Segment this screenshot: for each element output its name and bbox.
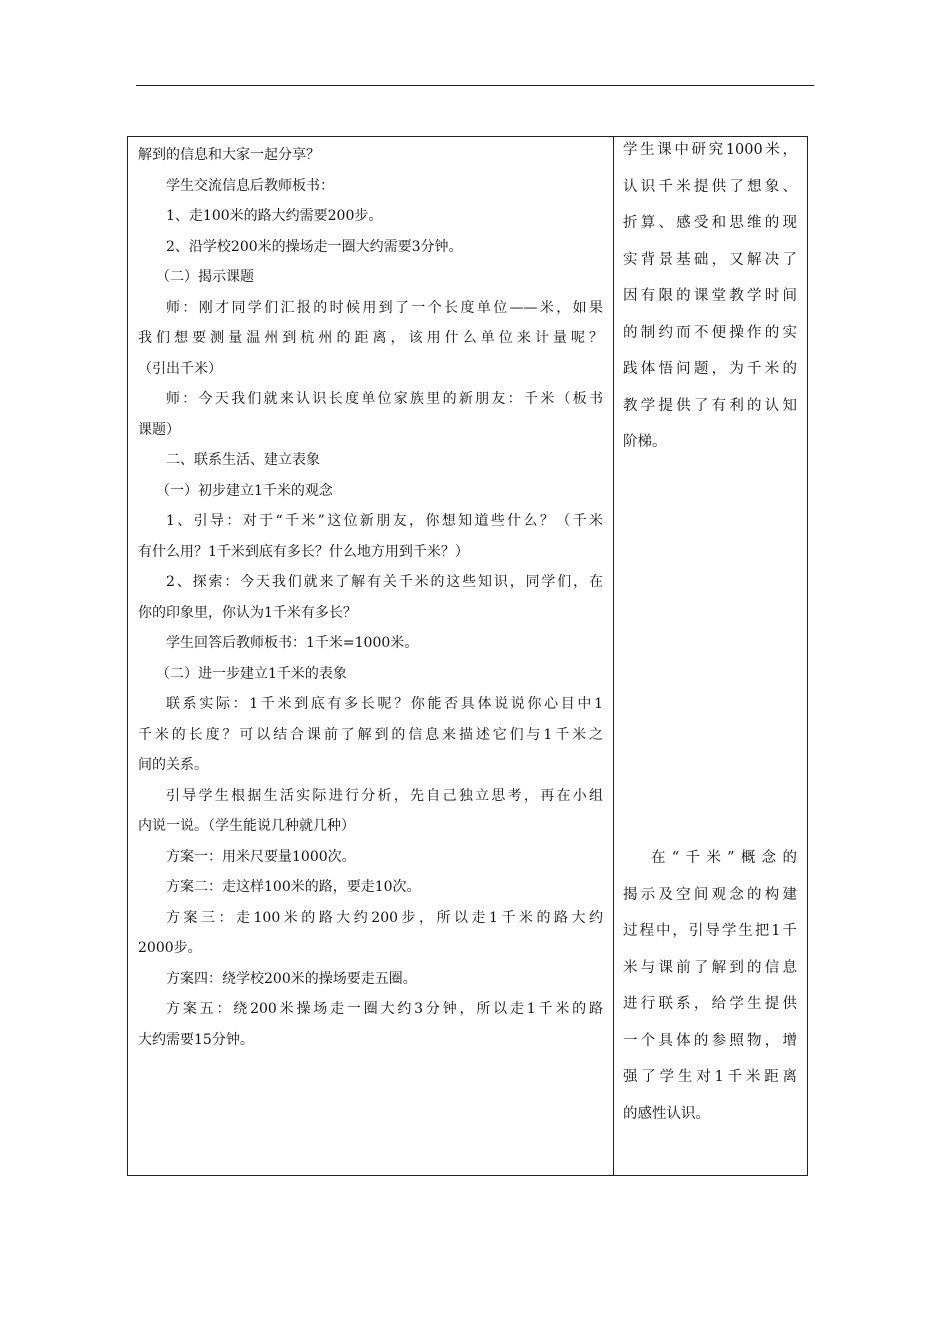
text-line: 间的关系。 xyxy=(138,757,208,773)
text-line: 1、走100米的路大约需要200步。 xyxy=(166,208,383,224)
text-line: 解到的信息和大家一起分享？ xyxy=(138,147,320,163)
section-heading: （一）初步建立1千米的观念 xyxy=(156,482,333,499)
section-heading: 二、联系生活、建立表象 xyxy=(166,452,320,468)
column-divider xyxy=(613,137,614,1175)
note-line: 米与课前了解到的信息 xyxy=(623,959,797,976)
note-line: 教学提供了有利的认知 xyxy=(623,397,797,414)
note-line: 揭示及空间观念的构建 xyxy=(623,886,797,903)
text-line: （引出千米） xyxy=(138,360,222,377)
note-line: 践体悟问题，为千米的 xyxy=(623,361,797,377)
note-line: 实背景基础，又解决了 xyxy=(623,251,797,268)
note-line: 强了学生对1千米距离 xyxy=(623,1069,797,1085)
text-line: 2000步。 xyxy=(138,940,202,956)
text-line: 师：刚才同学们汇报的时候用到了一个长度单位——米，如果 xyxy=(166,299,603,316)
note-line: 一个具体的参照物，增 xyxy=(623,1032,797,1049)
text-line: 大约需要15分钟。 xyxy=(138,1031,254,1048)
note-line: 学生课中研究1000米， xyxy=(623,142,797,158)
note-line: 过程中，引导学生把1千 xyxy=(623,923,797,939)
design-intent-note-2 xyxy=(623,840,797,1132)
lesson-table xyxy=(127,136,808,1176)
note-line: 进行联系，给学生提供 xyxy=(623,996,797,1012)
text-line: 你的印象里，你认为1千米有多长？ xyxy=(138,604,357,621)
text-line: 我们想要测量温州到杭州的距离，该用什么单位来计量呢？ xyxy=(138,330,603,346)
text-line: 方案五：绕200米操场走一圈大约3分钟，所以走1千米的路 xyxy=(166,1001,603,1017)
text-line: 千米的长度？可以结合课前了解到的信息来描述它们与1千米之 xyxy=(138,726,603,743)
text-line: 联系实际：1千米到底有多长呢？你能否具体说说你心目中1 xyxy=(166,696,603,712)
lesson-process-column xyxy=(138,140,603,1055)
text-line: 内说一说。（学生能说几种就几种） xyxy=(138,818,355,834)
text-line: 有什么用？1千米到底有多长？什么地方用到千米？） xyxy=(138,543,469,560)
section-heading: （二）进一步建立1千米的表象 xyxy=(156,665,347,682)
text-line: 学生交流信息后教师板书： xyxy=(166,177,334,194)
note-line: 因有限的课堂教学时间 xyxy=(623,288,797,304)
text-line: 方案二：走这样100米的路，要走10次。 xyxy=(166,879,421,895)
text-line: 2、探索：今天我们就来了解有关千米的这些知识，同学们，在 xyxy=(166,574,603,590)
note-line: 阶梯。 xyxy=(623,434,667,450)
section-heading: （二）揭示课题 xyxy=(156,269,254,285)
text-line: 课题） xyxy=(138,421,180,438)
header-rule xyxy=(136,85,814,86)
note-line: 认识千米提供了想象、 xyxy=(623,178,797,195)
text-line: 2、沿学校200米的操场走一圈大约需要3分钟。 xyxy=(166,238,463,255)
note-line: 的制约而不便操作的实 xyxy=(623,324,797,341)
text-line: 方案四：绕学校200米的操场要走五圈。 xyxy=(166,970,417,987)
design-intent-note-1 xyxy=(623,132,797,461)
text-line: 学生回答后教师板书：1千米=1000米。 xyxy=(166,635,419,651)
note-line: 折算、感受和思维的现 xyxy=(623,215,797,231)
text-line: 1、引导：对于“千米”这位新朋友，你想知道些什么？（千米 xyxy=(166,513,603,529)
text-line: 方案三：走100米的路大约200步，所以走1千米的路大约 xyxy=(166,909,603,926)
note-line: 的感性认识。 xyxy=(623,1105,710,1122)
note-line: 在“千米”概念的 xyxy=(651,850,797,866)
text-line: 引导学生根据生活实际进行分析，先自己独立思考，再在小组 xyxy=(166,787,603,804)
text-line: 方案一：用米尺要量1000次。 xyxy=(166,848,356,865)
text-line: 师：今天我们就来认识长度单位家族里的新朋友：千米（板书 xyxy=(166,391,603,407)
